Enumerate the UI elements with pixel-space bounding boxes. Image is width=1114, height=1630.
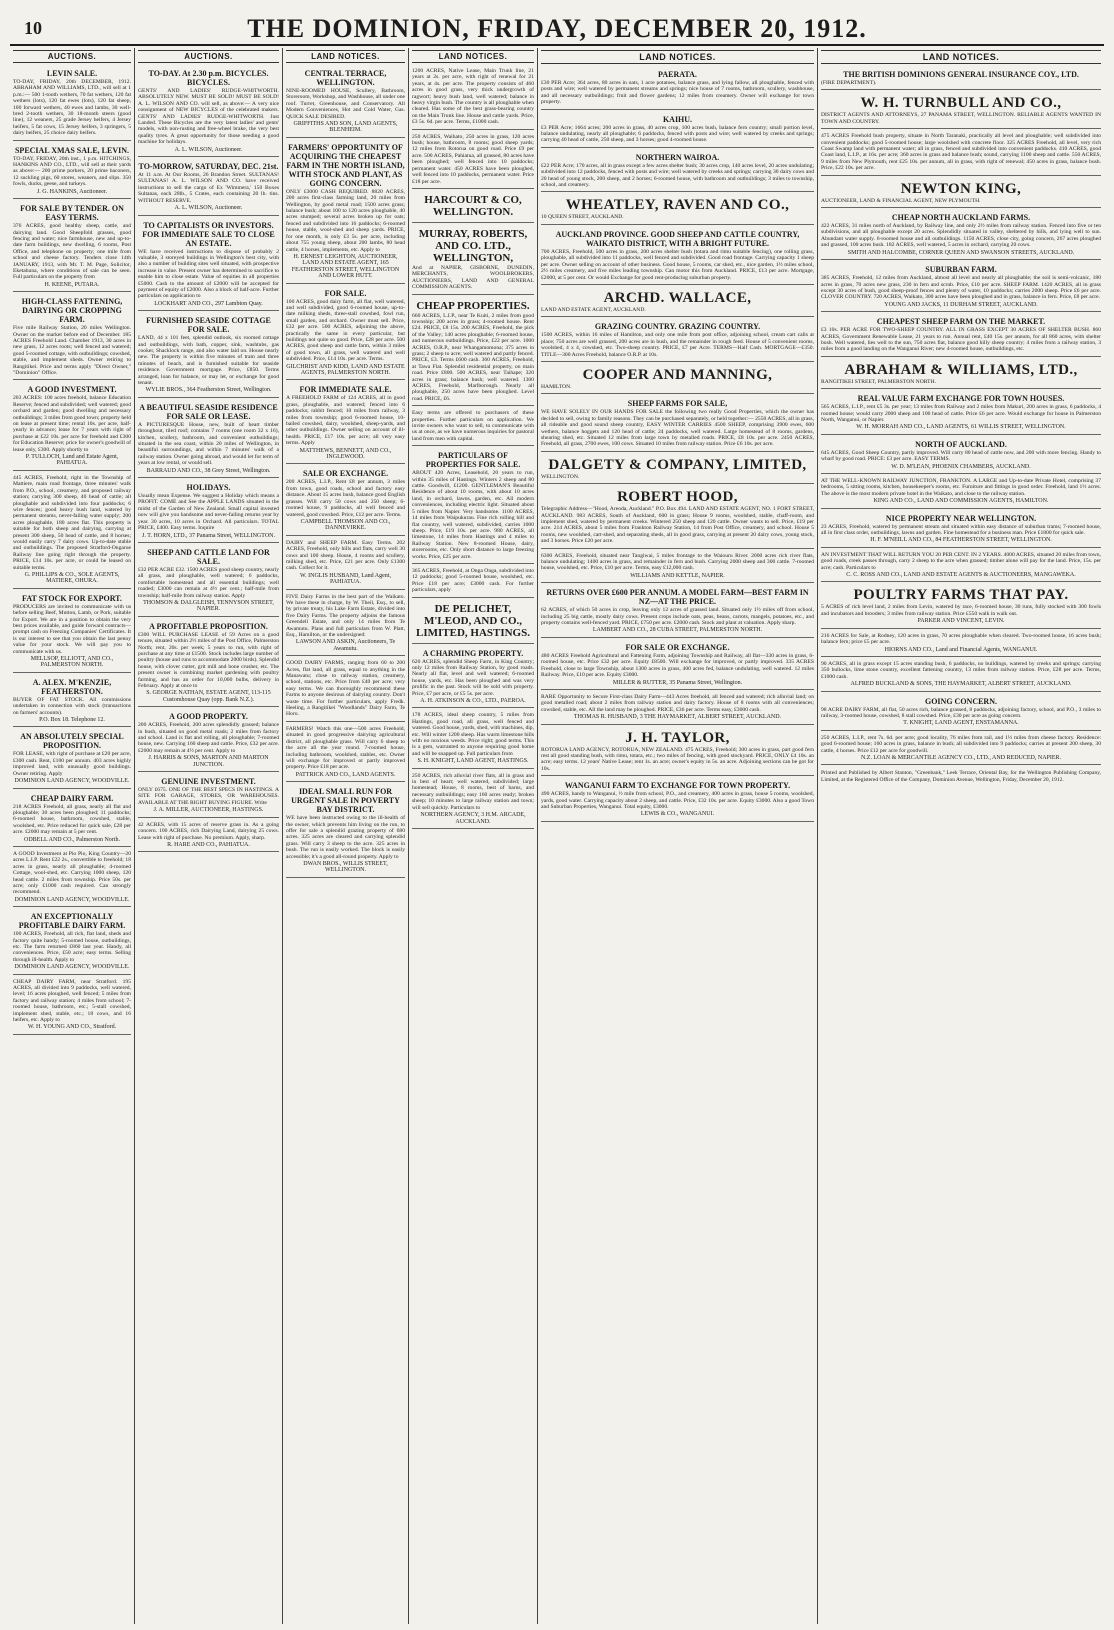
classified-ad [412, 448, 534, 564]
ad-body: RARE Opportunity to Secure First-class Dairy Farm—443 Acres freehold, all fenced and watered; rich alluvial land; on good metalled road; about 2 miles from railway station and dairy factory. House of 8 rooms with all conveniences; cowshed, stable, etc. All the land may be ploughed. PRICE, £36 per acre. Terms easy, £3000 cash. [541, 693, 814, 713]
classified-ad [286, 286, 405, 381]
ad-body: 200 ACRES, L.I.P., Rent £8 per annum, 3 miles from town, good roads, school and factory easy distance. About 15 acres bush, balance good English grasses. Will carry 50 cows and 250 sheep; 6-roomed house, 9 paddocks, all well fenced and watered, good cowshed. Price, £12 per acre. Terms. [286, 479, 405, 518]
ad-signature: J. G. HANKINS, Auctioneer. [36, 188, 108, 195]
ad-signature: S. H. KNIGHT, LAND AGENT, HASTINGS. [417, 758, 529, 765]
ad-body: WELLINGTON. [541, 473, 580, 480]
ad-heading: POULTRY FARMS THAT PAY. [853, 587, 1069, 604]
ad-body: WE HAVE SOLELY IN OUR HANDS FOR SALE the following two really Good Properties, which the owner has decided to sell, owing to family reasons. They can be purchased separately, or held together:— 2550 ACRES, all in grass, all rideable and good sound sheep country, EASY WINTER CARRIES 4500 SHEEP, comprising 3900 ewes, 600 wethers, balance hoggets and 120 head of cattle; 24 paddocks, well watered. Large homestead of 8 rooms, gardens, shearing shed, etc. Situated 12 miles from large town by metalled roads. PRICE, £8 10s. per acre. 2450 ACRES, Freehold, all grass, 2700 ewes, 100 cows. Situated 10 miles from railway station. Price £6 10s. per acre. [541, 409, 814, 448]
classified-ad [138, 400, 279, 478]
classified-ad [541, 454, 814, 484]
ad-heading: MURRAY, ROBERTS, AND CO. LTD., WELLINGTON, [418, 227, 528, 264]
ad-signature: C. C. ROSS AND CO., LAND AND ESTATE AGENTS & AUCTIONEERS, MANGAWEKA. [846, 572, 1076, 579]
ad-heading: GOING CONCERN. [924, 696, 997, 706]
ad-heading: IDEAL SMALL RUN FOR URGENT SALE IN POVERTY BAY DISTRICT. [291, 787, 400, 815]
classified-ad [821, 694, 1101, 731]
classified-ad [541, 585, 814, 638]
ad-heading: FOR SALE OR EXCHANGE. [625, 642, 730, 652]
classified-ad [541, 319, 814, 362]
ad-signature: A. H. ATKINSON & CO., LTD., PAEROA. [420, 698, 526, 704]
ad-body: LAND, 44 x 101 feet, splendid outlook, six roomed cottage and outbuildings, with bath, copper, sink, washtubs, gas cooker, Shacklock range, and also water laid on. House nearly new. The property is within five minutes of tram and three minutes of beach, and is furnished suitable for seaside residence. Government mortgage. Price, £850. Terms arranged, loan for balance, or may let, or exchange for good tenant. [138, 335, 279, 386]
ad-heading: AN ABSOLUTELY SPECIAL PROPOSITION. [20, 732, 124, 751]
classified-ad [541, 112, 814, 148]
classified-ad [541, 364, 814, 394]
ad-heading: A BEAUTIFUL SEASIDE RESIDENCE FOR SALE OR LEASE. [139, 402, 278, 421]
ad-body: DISTRICT AGENTS AND ATTORNEYS, 27 PANAMA STREET, WELLINGTON. RELIABLE AGENTS WANTED IN TOWN AND COUNTRY. [821, 112, 1101, 125]
classified-ad [138, 619, 279, 707]
ad-heading: NEWTON KING, [900, 180, 1022, 197]
ad-body: 6300 ACRES, Freehold, situated near Tangiwai, 5 miles frontage to the Waiouru River. 2000 acres rich river flats, balance undulating; 1400 acres in grass, and remainder in fern and bush. Carrying 2000 sheep and 300 cattle. 7-roomed house, woolshed, etc. Price, £10 per acre. Terms, easy £12,000 cash. [541, 552, 814, 572]
ad-body: 218 ACRES Freehold, all grass, nearly all flat and ploughable; 30 acres been ploughed; 11 paddocks; 6-roomed house, bathroom, cowshed, stable, woolshed, etc. Price reduced for quick sale, £28 per acre. £2000 may remain at 5 per cent. [13, 803, 131, 836]
ad-body: £22 PER Acre; 170 acres, all in grass except a few acres shelter bush; 30 acres crop, 140 acres level, 20 acres undulating; subdivided into 12 paddocks, fenced with posts and wire; well watered by creeks and springs; carrying 30 dairy cows and 20 head of young stock, 200 sheep, and 2 horses; 6-roomed house, with bathroom and outbuildings; 3 miles to township, school, and creamery. [541, 162, 814, 189]
ad-heading: HARCOURT & CO, WELLINGTON. [424, 193, 522, 218]
classified-ad [286, 658, 405, 722]
classified-ad [541, 227, 814, 285]
ad-signature: J. A. MILLER, AUCTIONEER, HASTINGS. [153, 807, 264, 814]
classified-ad [286, 784, 405, 878]
ad-heading: TO-MORROW, SATURDAY, DEC. 21st. [138, 162, 279, 172]
ad-heading: SPECIAL XMAS SALE, LEVIN. [14, 145, 130, 155]
column-auctions-1 [10, 48, 135, 1624]
classified-ad [541, 150, 814, 193]
ad-heading: NORTH OF AUCKLAND. [915, 439, 1007, 449]
ad-body: A GOOD Investment at Pio Pio, King Country—20 acres L.I.P. Rent £22 2s., convertible to freehold; 18 acres in grass, nearly all ploughable; 4-roomed Cottage, wool-shed, etc. Carrying 1000 sheep, 120 head cattle. 2 miles from township. Price 50s. per acre; only £1000 cash required. Can strongly recommend. [13, 850, 131, 896]
classified-ad [286, 382, 405, 464]
ad-body: AT THE WELL-KNOWN RAILWAY JUNCTION, FRANKTON. A LARGE and Up-to-date Private Hotel, comprising 37 bedrooms, 5 sitting rooms, kitchen, housekeeper's rooms, etc. Furniture and fittings in good order. Freehold, land 1½ acres. The above is the most modern private hotel in the Waikato, and close to the railway station. [821, 478, 1101, 497]
ad-body: AN INVESTMENT THAT WILL RETURN YOU 20 PER CENT. IN 2 YEARS. 4000 ACRES, situated 20 miles from town, good roads, creek passes through, carry 2 sheep to the acre when grassed; timber alone will pay for the land. Price, 15s. per acre; cash. Particulars to [821, 551, 1101, 571]
ad-signature: W. INGLIS HUSBAND, Land Agent, PAHIATUA. [300, 572, 391, 586]
ad-body: AUCTIONEER, LAND & FINANCIAL AGENT, NEW PLYMOUTH. [821, 197, 981, 204]
ad-body: WE have received instructions to dispose of probably 2 valuable, 3 storeyed buildings in Wellington's best city, with also a number of building sites well situated, with prospective increase in value. Present owner has determined to sacrifice to enable him to close estate. Value of equities in all properties £5000. Cash to the amount of £2000 will be accepted for payment of equity of £2000. Also a block of half-acre. Further particulars on application to [138, 248, 279, 300]
ad-signature: MATTHEWS, BENNETT, AND CO., INGLEWOOD. [299, 447, 392, 461]
ad-body: £30 PER Acre; 364 acres, 80 acres in oats, 1 acre potatoes, balance grass, and lying fallow, all ploughable, fenced with posts and wire; well watered by permanent streams and springs; nice house of 7 rooms, bathroom, scullery, washhouse, and all necessary outbuildings; fruit and flower gardens; 12 miles from creamery. Owner will exchange for town property. [541, 80, 814, 106]
ad-heading: WANGANUI FARM TO EXCHANGE FOR TOWN PROPERTY. [564, 781, 791, 791]
ad-signature: WYLIE BROS., 364 Featherston Street, Wellington. [145, 387, 272, 394]
ad-body: At 11 a.m. At Our Rooms, 26 Brandon Street. SULTANAS! SULTANAS! A. L. WILSON AND CO. have received instructions to sell the cargo of Ex 'Wimmera,' 150 Boxes Sultanas, each 28lb., 5 Crates, each containing 20 lb. tins. WITHOUT RESERVE. [138, 172, 279, 204]
ad-signature: LAWSON AND ASKIN, Auctioneers, Te Awamutu. [295, 639, 396, 652]
ad-heading: FOR SALE. [324, 288, 367, 298]
classified-ad [541, 194, 814, 224]
ad-body: (FIRE DEPARTMENT). [821, 80, 877, 86]
classified-ad [13, 382, 131, 470]
classified-ad [821, 733, 1101, 766]
classified-ad [821, 550, 1101, 583]
ad-heading: FURNISHED SEASIDE COTTAGE FOR SALE. [146, 316, 271, 335]
classified-ad [13, 849, 131, 907]
classified-ad [821, 314, 1101, 357]
classified-ad [138, 709, 279, 772]
ad-body: 42 ACRES, with 15 acres of reserve grass in. As a going concern. 100 ACRES, rich Dairying Land, dairying 25 cows. Lease with right of purchase. No premium. Apply, sharp. [138, 821, 279, 841]
ad-heading: THE BRITISH DOMINIONS GENERAL INSURANCE COY., LTD. [843, 70, 1079, 79]
ad-body: 376 ACRES, good healthy sheep, cattle, and dairying land. Good Sheepfold grasses, good fencing and water; nice farmhouse, new and up-to-date farm buildings, new dwelling, 6 rooms, Post Office, and telephone on property; one mile from school and cheese factory. Tenders close 14th JANUARY, 1913, with Mr. T. M. Page, Solicitor, Eketahuna, where conditions of sale can be seen. Full particulars on the property from [13, 223, 131, 281]
classified-ad [412, 646, 534, 709]
classified-ad [13, 909, 131, 974]
ad-heading: SHEEP AND CATTLE LAND FOR SALE. [147, 547, 270, 566]
masthead [10, 14, 1104, 46]
classified-ad [13, 675, 131, 728]
ad-body: CHEAP DAIRY FARM, near Stratford. 195 ACRES, all divided into 9 paddocks, well watered, level; 16 acres ploughed, well fenced; 5 miles from factory and railway station; 4 miles from school; 7-roomed house, bathroom, etc.; 5-stall cowshed, implement shed, stable, etc.; 18 cows, and 16 heifers, etc. Apply to [13, 978, 131, 1024]
ad-heading: HIGH-CLASS FATTENING, DAIRYING OR CROPPING FARM. [21, 297, 123, 325]
ad-body: 645 ACRES, Good Sheep Country, partly improved. Will carry 80 head of cattle now, and 200 with more fencing. Handy to wharf by good road. PRICE: £3 per acre. EASY TERMS. [821, 449, 1101, 463]
ad-heading: LEVIN SALE. [46, 69, 98, 78]
ad-heading: RETURNS OVER £600 PER ANNUM. A MODEL FARM—BEST FARM IN NZ—AT THE PRICE. [546, 588, 809, 607]
printer-imprint: Printed and Published by Albert Stanton, "Greenbank," Leek Terrace, Oriental Bay, for the Wellington Publishing Company, Limited, at the Registered Office of the Company, Dominion Avenue, Wellington, Friday, December 20, 1912. [821, 770, 1101, 783]
ad-signature: CAMPBELL THOMSON AND CO., DANNEVIRKE. [300, 518, 391, 532]
classified-ad [412, 132, 534, 189]
ad-signature: ODBELL AND CO., Palmerston North. [24, 836, 120, 843]
ad-signature: DWAN BROS., WILLIS STREET, WELLINGTON. [303, 860, 388, 874]
ad-body: 250 ACRES, rich alluvial river flats, all in grass and in best of heart; well watered, subdivided; large homestead; House, 8 rooms, best of barns, and necessary outbuildings; easy 160 acres ready; broken sheep; 10 minutes to large railway station and town; will sell quickly. Particulars to [412, 772, 534, 811]
ad-body: TO-DAY, FRIDAY, 20th inst., 1 p.m. HITCHINGS, HANKINS AND CO., LTD., will sell at their yards as above:— 200 prime porkers, 20 prime baconers, 12 suckling pigs, 60 stores, weaners, and slips. 350 fowls, ducks, geese, and turkeys. [13, 155, 131, 188]
ad-heading: DALGETY & COMPANY, LIMITED, [548, 456, 807, 473]
ad-signature: W. H. YOUNG AND CO., Stratford. [27, 1024, 117, 1031]
ad-body: 565 ACRES, L.I.P., rent £5 3s. per year; 13 miles from Railway and 2 miles from Makuri, 200 acres in grass, 6 paddocks, 4 roomed house; would carry 2000 sheep and 100 head of cattle. Price £6 per acre. Would exchange for house in Palmerston North, Wanganui, or Napier. [821, 404, 1101, 423]
ad-signature: H. KEENE, PUTARA. [44, 281, 100, 288]
ad-body: DAIRY and SHEEP FARM. Easy Terms. 202 ACRES, Freehold, only hills and flats, carry well 30 cows and 100 sheep. House, 4 rooms and scullery, milking shed, etc. Price, £21 per acre. Only £1300 cash. Collect for it. [286, 539, 405, 572]
classified-ad [13, 294, 131, 380]
ad-heading: TO-DAY. At 2.30 p.m. BICYCLES. BICYCLES. [148, 69, 269, 87]
classified-ad [541, 396, 814, 451]
ad-signature: HIORNS AND CO., Land and Financial Agents, WANGANUI. [884, 646, 1038, 653]
ad-heading: A CHARMING PROPERTY. [422, 648, 524, 658]
ad-body: £3 PER Acre; 1664 acres; 200 acres in grass, 40 acres crop, 100 acres bush, balance fern country; small portion level, balance undulating, nearly all ploughable; 6 paddocks, fenced with posts and wire; well watered by creeks and springs; carrying 40 head of cattle, 250 sheep, and 3 horses; good 4-roomed house. [541, 124, 814, 144]
ad-signature: YOUNG AND JACKS, 11 DURHAM STREET, AUCKLAND. [884, 301, 1038, 308]
ad-heading: ARCHD. WALLACE, [603, 289, 752, 306]
ad-heading: A GOOD INVESTMENT. [27, 385, 117, 395]
section-heading: LAND NOTICES. [541, 50, 814, 64]
classified-ad [138, 480, 279, 543]
page-number: 10 [24, 18, 42, 38]
ad-body: FARMERS! Watch this one—500 acres Freehold, situated in good progressive dairying agricultural district, all ploughable grass. Will carry 6 sheep to the acre all the year round. 7-roomed house, including bathroom, woolshed, stables, etc. Owner will exchange for improved or partly improved property. Price £18 per acre. [286, 725, 405, 771]
ad-body: 5 ACRES of rich level land, 2 miles from Levin, watered by race, 6-roomed house, 30 runs, fully stocked with 300 fowls and incubators and brooders; 3 miles from railway station. Price £550 walk in walk out. [821, 604, 1101, 617]
ad-body: Telegraphic Address—"Hood, Areoda, Auckland." P.O. Box 494. LAND AND ESTATE AGENT, NO. 1 FORT STREET, AUCKLAND. 983 ACRES, South of Auckland, 600 in grass; House 9 rooms, woolshed, stable, chaff-room, and implement shed, watered by permanent creeks. Wintered 250 sheep and 120 cattle. Owner wants to sell. Price, £19 per acre. 214 ACRES, about 5 miles from Frankton Railway Station, 14 from Post Office, creamery, and school. House 5 rooms, new woolshed, cart-shed, and separating sheds, all in good grass, carrying at present 20 dairy cows, young stock, and 3 horses. Price £20 per acre. [541, 506, 814, 545]
ad-heading: CHEAP NORTH AUCKLAND FARMS. [891, 213, 1031, 223]
classified-ad [821, 131, 1101, 175]
classified-ad [412, 297, 534, 407]
classified-ad [412, 66, 534, 130]
ad-signature: LAMBERT AND CO., 28 CUBA STREET, PALMERSTON NORTH. [592, 627, 763, 634]
ad-signature: SMITH AND HALCOMBE, CORNER QUEEN AND SWANSON STREETS, AUCKLAND. [847, 249, 1075, 256]
ad-heading: AN EXCEPTIONALLY PROFITABLE DAIRY FARM. [18, 912, 126, 931]
ad-body: ROTORUA LAND AGENCY, ROTORUA, NEW ZEALAND. 475 ACRES, Freehold; 300 acres in grass, part good fern rest all good standing bush, with rimu, totara, etc.; two miles of fencing, with good stockyard. PRICE, ONLY £4 10s. an acre; easy terms. 12 years' Native Lease; rent 1s. an acre; owner's equity in 5s. an acre. Adjoining sections can be got for 10s. [541, 746, 814, 772]
ad-signature: NORTHERN AGENCY, 3 H.M. ARCADE, AUCKLAND. [420, 812, 526, 825]
ad-signature: MILLER & RUTTER, 35 Panama Street, Wellington. [612, 679, 743, 686]
classified-ad [541, 778, 814, 822]
ad-body: NINE-ROOMED HOUSE, Scullery, Bathroom, Storeroom, Workshop, and Washhouse, all under one roof. Turret, Greenhouse, and Conservatory. All Modern Conveniences, Hot and Cold Water, Gas. QUICK SALE DESIRED. [286, 88, 405, 120]
section-heading: LAND NOTICES. [286, 50, 405, 63]
ad-body: 422 ACRES, 31 miles north of Auckland, by Railway line, and only 2½ miles from railway station. Fenced into five or ten subdivisions, and all ploughable except 20 acres. Splendidly situated in valley, sheltered by hills, and lying well to sun. Abundant water supply. 6-roomed house and all outbuildings. 1150 ACRES, close city, going concern, 267 acres ploughed and grassed, 100 acres bush. 182 ACRES, well watered, 5 acres in orchard, carrying 20 cows. [821, 223, 1101, 249]
classified-ad [138, 774, 279, 818]
ad-body: 200 ACRES, Freehold, 200 acres splendidly grassed; balance in bush, situated on good metal roads; 2 miles from factory and school. Land is flat and rolling, all ploughable; 7-roomed house, new. Carrying 160 sheep and cattle. Price, £32 per acre. £2000 may remain at 4½ per cent. Apply to [138, 722, 279, 754]
classified-ad [541, 287, 814, 317]
classified-ad [138, 66, 279, 157]
ad-body: 90 ACRES, all in grass except 15 acres standing bush, 6 paddocks, no buildings, watered by creeks and springs; carrying 350 bullocks, lime stone country, excellent fattening country, 13 miles from railway station. Price, £28 per acre. Terms, £1000 cash. [821, 660, 1101, 680]
ad-heading: SALE OR EXCHANGE. [302, 469, 389, 479]
classified-ad [13, 201, 131, 292]
ad-heading: J. H. TAYLOR, [625, 729, 730, 746]
ad-body: 490 ACRES, handy to Wanganui, ½ mile from school, P.O., and creamery, 400 acres in grass, house 5 rooms, woolshed, yards, good water. Carrying capacity about 2 sheep, and cattle. Price, £32 10s. per acre. Equity £3000. Also a good Town and Suburban Properties, Wanganui. Total equity, £3000. [541, 791, 814, 810]
ad-body: £300 WILL PURCHASE LEASE of 59 Acres on a good tenure, situated within 2½ miles of the Post Office, Palmerston North; rent, 20s. per week; 5 years to run, with right of purchase at any time at £1500. Stock includes large number of poultry (house and runs to accommodate 2000 birds). Splendid house, with clover cutter, grit mill and bone crusher, etc. The present owner is combining market gardening with poultry farming, and has an order for 10,000 bulbs, delivery in February. Apply at once to [138, 631, 279, 689]
ad-body: 385 ACRES, Freehold, 12 miles from Auckland, almost all level and nearly all ploughable; the soil is semi-volcanic, 180 acres in grass, 70 acres new grass, 230 in fern and scrub. Price, £10 per acre. SHEEP FARM. 1420 ACRES, all in grass except 30 acres of bush, good sheep-proof fences and plenty of water, 10 paddocks; carries 2000 sheep. Price £6 per acre. CLOVER COUNTRY. 720 ACRES, Waikato, 300 acres have been ploughed and in grass, balance in fern. Price, £8 per acre. [821, 275, 1101, 301]
classified-ad [412, 225, 534, 295]
ad-body: 1200 ACRES, Native Lease, Main Trunk line, 21 years at 2s. per acre, with right of renewal for 21 years, at 4s. per acre. The property consists of 460 acres in good grass, very thick undergrowth of ragwort; heavy bush land, well watered; balance in heavy virgin bush. The country is all ploughable when cleared. Has some of the best grass-bearing country on the Main Trunk line. House and cattle yards. Price, £3 5s. 6d. per acre. Terms, £1000 cash. [412, 68, 534, 126]
ad-signature: LOCKHART AND CO., 297 Lambton Quay. [154, 300, 263, 307]
ad-signature: P.O. Box 18. Telephone 12. [39, 717, 105, 724]
ad-body: FOR LEASE, with right of purchase at £20 per acre, £300 cash. Rent, £100 per annum. 403 acres highly improved land, with unusually good buildings. Owner retiring. Apply [13, 751, 131, 777]
classified-ad [821, 92, 1101, 129]
classified-ad [138, 545, 279, 617]
ad-body: PRODUCERS are invited to communicate with us before selling Beef, Mutton, Lamb, or Pork, suitable for Export. We are in a position to obtain the very best prices available, and guide forward contracts—prompt cash on Freezing Companies' Certificates. It is our interest to see that you obtain the last penny value for your stock. We will pay you to communicate with us. [13, 603, 131, 655]
classified-ad [412, 566, 534, 598]
classified-ad [412, 191, 534, 223]
ad-heading: CHEAP PROPERTIES. [416, 299, 530, 312]
ad-signature: DOMINION LAND AGENCY, WOODVILLE. [14, 896, 130, 903]
section-heading: LAND NOTICES. [412, 50, 534, 63]
ad-signature: PARKER AND VINCENT, LEVIN. [917, 618, 1005, 625]
ad-body: FIVE Dairy Farms in the best part of the Waikato. We have these in charge, by W. Theil, Esq., to sell, by private treaty, his Lake Farm Estate, divided into five Dairy Farms. The property adjoins the famous Greendell Estate, and only 14 miles from Te Awamutu. Plans and full particulars from W. Platt, Esq., Hamilton, or the undersigned: [286, 593, 405, 638]
ad-signature: G. PHILLIPS & CO., SOLE AGENTS, MATIERE, OHURA. [24, 571, 120, 585]
classified-ad [138, 218, 279, 312]
classified-ad [13, 591, 131, 673]
ad-body: 216 ACRES for Sale, at Rodney, 120 acres in grass, 70 acres ploughable when cleared. Two-roomed house, 16 acres bush; balance fern; price £5 per acre. [821, 632, 1101, 646]
ad-signature: BARRAUD AND CO., 38 Grey Street, Wellington. [146, 467, 271, 474]
ad-heading: PAERATA. [658, 70, 697, 79]
ad-signature: H. ERNEST LEIGHTON, AUCTIONEER, LAND AND ESTATE AGENT, 165 FEATHERSTON STREET, WELLINGTON AND LOWER HUTT. [291, 253, 400, 280]
classified-ad [13, 977, 131, 1035]
ad-body: 660 ACRES, L.I.P., near Te Kuiti, 2 miles from good township; 200 acres in grass; 4-roomed house. Rent £24. PRICE, £8 15s. 200 ACRES, Freehold, the pick of the Valley; 140 acres ploughable; 6-roomed house, and numerous outbuildings. Price, £22 per acre. 1000 ACRES, O.R.P., near Whangamomona; 375 acres in grass; 2 sheep to acre; well watered and partly fenced. PRICE, £3. Terms £600 cash. 360 ACRES, Freehold, at Tawa Flat. Splendid residential property, on main road. Price £800. 500 ACRES, near Taihape; 320 acres in grass; balance bush; well watered. 1300 ACRES, Freehold, Marlborough. Nearly all ploughable, 250 acres have been ploughed. Level road. PRICE, £6. [412, 312, 534, 402]
ad-heading: ABRAHAM & WILLIAMS, LTD., [844, 361, 1078, 378]
classified-ad [13, 143, 131, 199]
ad-body: WE have been instructed owing to the ill-health of the owner, which prevents him living on the run, to offer for sale a splendid grazing property of 680 acres. 325 acres are cleared and carrying splendid grass. Will carry 3 sheep to the acre. 325 acres in bush. The run is easily worked. The block is easily accessible; it's a good all-round property. Apply to [286, 815, 405, 860]
ad-body: 100 ACRES, Freehold, all rich, flat land, sheds and factory quite handy; 5-roomed house, outbuildings, etc. The farm returned £860 last year. Handy, all conveniences. Price, £50 acre; easy terms. Selling through ill-health. Apply to [13, 931, 131, 963]
ad-signature: H. F. M'NEILL AND CO., 84 FEATHERSTON STREET, WELLINGTON. [870, 537, 1052, 544]
ad-heading: CENTRAL TERRACE, WELLINGTON. [304, 69, 387, 87]
classified-ad [821, 262, 1101, 312]
classified-ad [821, 476, 1101, 509]
ad-body: GENTS' AND LADIES' RUDGE-WHITWORTH. ABSOLUTELY NEW. MUST BE SOLD! MUST BE SOLD! A. L. WILSON AND CO. will sell, as above:— A very nice consignment of NEW BICYCLES of the celebrated makers. GENTS' AND LADIES' RUDGE-WHITWORTH. Just Landed. These Bicycles are the very latest ladies' and gents' models, with non-rusting and free-wheel brake, the very best quality tyres. A great opportunity for those needing a good machine for holidays. [138, 88, 279, 146]
ad-signature: KING AND CO., LAND AND COMMISSION AGENTS, HAMILTON. [873, 498, 1049, 505]
ad-signature: THOMAS R. HUSBAND, 3 THE HAYMARKET, ALBERT STREET, AUCKLAND. [573, 714, 782, 721]
ad-body: 480 ACRES Freehold Agricultural and Fattening Farm, adjoining Township and Railway, all flat—330 acres in grass, 6-roomed house, etc. Price £32 per acre. Equity £8500. Will exchange for improved, or partly improved. 335 ACRES Freehold, close to large Township, about 1300 acres in grass, 400 acres fed, balance undulating, well watered. 12 miles Railway. Price, £10 per acre. Equity £3000. [541, 652, 814, 679]
ad-signature: PATTRICK AND CO., LAND AGENTS. [295, 771, 396, 778]
ad-body: 365 ACRES, Freehold, at Onga Onga, subdivided into 12 paddocks; good 5-roomed house, woolshed, etc. Price £18 per acre; £3000 cash. For further particulars, apply [412, 567, 534, 594]
ad-body: ONLY £3000 CASH REQUIRED. 8820 ACRES, 200 acres first-class farming land, 20 miles from Wellington, by good metal road; 1500 acres grass; balance bush; about 100 to 120 acres ploughable, 40 acres stumped; several acres broken up for oats; fenced and subdivided into 16 paddocks; 6-roomed house, stable, wool-shed and sheep yards. PRICE, for one month, is only £3 5s. per acre, including about 755 young sheep, about 200 lambs, 80 head cattle, 4 horses, implements, etc. Apply to [286, 188, 405, 253]
ad-heading: GRAZING COUNTRY. GRAZING COUNTRY. [594, 322, 761, 332]
ad-signature: DOMINION LAND AGENCY, WOODVILLE. [14, 778, 130, 785]
ad-signature: GRIFFITHS AND SON, LAND AGENTS, BLENHEIM. [293, 121, 398, 134]
ad-signature: A. L. WILSON, Auctioneer. [174, 146, 243, 153]
ad-heading: FARMERS' OPPORTUNITY OF ACQUIRING THE CHEAPEST FARM IN THE NORTH ISLAND, WITH STOCK AND PLANT, AS GOING CONCERN. [286, 142, 405, 188]
ad-signature: DOMINION LAND AGENCY, WOODVILLE. [14, 964, 130, 971]
ad-body: 23 ACRES, Freehold, watered by permanent stream and situated within easy distance of suburban trams; 7-roomed house, all in first class order, outbuildings, lawns and garden. Fine homestead for a business man. Price £1800 for quick sale. [821, 523, 1101, 537]
ad-signature: R. HARE AND CO., PAHIATUA. [167, 841, 250, 848]
classified-ad [541, 640, 814, 690]
ad-heading: NICE PROPERTY NEAR WELLINGTON. [885, 513, 1037, 523]
ad-signature: MELLSOP, ELLIOTT, AND CO., PALMERSTON NORTH. [30, 656, 114, 669]
classified-ad [138, 159, 279, 215]
ad-signature: THOMSON & DALGLEISH, TENNYSON STREET, NAPIER. [143, 599, 274, 613]
ad-body: £3 10s. PER ACRE FOR TWO-SHEEP COUNTRY. ALL IN GRASS EXCEPT 30 ACRES OF SHELTER BUSH. 860 ACRES, Government Renewable Lease, 21 years to run. Annual rent, £40 15s. per annum, for all 860 acres, with shelter bush. Well watered, lies well to the sun, 750 acres flat, balance good hilly sheep country; 4 miles from a railway station, 3 miles from a good landing on the Wanganui River; new 4-roomed house, outbuildings, etc. [821, 327, 1101, 353]
classified-ad [821, 584, 1101, 628]
ad-signature: W. H. MORRAH AND CO., LAND AGENTS, 61 WILLIS STREET, WELLINGTON. [856, 424, 1066, 431]
ad-heading: KAIHU. [662, 114, 693, 124]
ad-body: BUYER OF FAT STOCK. All commissions undertaken in connection with stock (transactions on farmers' accounts). [13, 696, 131, 716]
ad-heading: ROBERT HOOD, [617, 489, 738, 506]
ad-body: 98 ACRE DAIRY FARM, all flat, 50 acres rich, balance grassed, 8 paddocks, adjoining factory, school, and P.O., 3 miles to railway, 3-roomed house, cowshed, 8 stall cowshed. Price, £30 per acre as going concern. [821, 706, 1101, 719]
ad-heading: NORTHERN WAIROA. [635, 152, 720, 162]
classified-ad [821, 391, 1101, 435]
ad-body: 100 ACRES, good dairy farm, all flat, well watered, and well subdivided, good 6-roomed house, up-to-date milking sheds, three-stall cowshed, fowl run, small garden, and orchard. Owner must sell. Price, £32 per acre. 500 ACRES, adjoining the above, practically the same in every particular, but buildings not quite so good. Price, £28 per acre. 500 ACRES, good sheep and cattle farm, within 3 miles of good town, all grass, well watered and well subdivided. Price, £14 10s. per acre. Terms. [286, 298, 405, 363]
ad-signature: W. D. M'LEAN, PHOENIX CHAMBERS, AUCKLAND. [891, 463, 1031, 470]
section-heading: AUCTIONS. [13, 50, 131, 63]
classified-ad [13, 66, 131, 141]
ad-heading: FAT STOCK FOR EXPORT. [22, 593, 122, 603]
column-land-notices-3 [538, 48, 818, 1624]
classified-ad [541, 692, 814, 725]
ad-signature: N.Z. LOAN & MERCANTILE AGENCY CO., LTD., AND REDUCED, NAPIER. [860, 754, 1062, 761]
classified-ad [412, 710, 534, 768]
column-land-notices-1 [283, 48, 409, 1624]
ad-body: Easy terms are offered to purchasers of these properties. Further particulars on application. We invite owners who want to sell, to communicate with us at once, as we have numerous inquiries for pastoral land from men with capital. [412, 410, 534, 442]
ad-heading: HOLIDAYS. [186, 483, 231, 493]
column-grid [10, 48, 1104, 1624]
ad-body: 620 ACRES, splendid Sheep Farm, in King Country; only 12 miles from Railway Station, by good roads. Nearly all flat, level and well watered; 6-roomed house, yards, etc. Has been ploughed and was very prolific in the past. Stock will be sold with property. Price, £7 per acre, or £5 5s. per acre. [412, 658, 534, 697]
ad-body: 250 ACRES, L.I.P., rent 7s. 6d. per acre; good locality, 76 miles from rail, and 1½ miles from cheese factory. Residence: good 6-roomed house; 160 acres in grass, balance in bush; all subdivided into 9 paddocks; carries at present 200 sheep, 30 cattle, 4 horses. Price £12 per acre for goodwill. [821, 734, 1101, 754]
ad-signature: J. T. HORN, LTD., 37 Panama Street, WELLINGTON. [142, 532, 275, 539]
classified-ad [286, 466, 405, 535]
ad-heading: SUBURBAN FARM. [925, 265, 997, 275]
classified-ad [821, 511, 1101, 548]
ad-heading: REAL VALUE FARM EXCHANGE FOR TOWN HOUSES. [857, 394, 1065, 404]
ad-heading: FOR SALE BY TENDER. ON EASY TERMS. [20, 204, 124, 223]
classified-ad [286, 140, 405, 284]
classified-ad [412, 600, 534, 644]
section-heading: LAND NOTICES. [821, 50, 1101, 64]
ad-body: A FREEHOLD FARM of 124 ACRES, all in good grass, ploughable, and watered; fenced into 6 paddocks; rabbit fenced; 10 miles from railway, 3 miles from township; good 6-roomed house, 10-bailed cowshed, dairy, woolshed, sheep-yards, and other outbuildings. Owner selling on account of ill-health. PRICE, £17 10s. per acre; all very easy terms. Apply [286, 395, 405, 447]
classified-ad [412, 408, 534, 446]
ad-body: ONLY £675. ONE OF THE BEST SPECS IN HASTINGS. A SITE FOR GARAGE, STORES, OR WAREHOUSES. AVAILABLE AT THE RIGHT BUYING FIGURE. Write [138, 787, 279, 806]
ad-body: 445 ACRES, Freehold, right in the Township of Mattiere, main road frontage, three minutes' walk from P.O., school, creamery, and proposed railway station; carrying 300 sheep, 40 head of cattle; all ploughable and subdivided into four paddocks; 6 wire fences; good heavy bush land, watered by permanent streams, never-failing water supply; 200 acres ploughable, 180 acres flat. This property is suitable for both sheep and dairying, carrying at present 300 sheep, 50 head of cattle, and 8 horses; would easily carry 7 dairy cows. Up-to-date stable and outbuildings. The proposed Stratford-Ongarue Railway line going right through the property. PRICE, £14 10s. per acre, or could be leased on suitable terms. [13, 474, 131, 571]
classified-ad [286, 724, 405, 782]
ad-signature: GILCHRIST AND KIDD, LAND AND ESTATE AGENTS, PALMERSTON NORTH. [286, 363, 405, 376]
ad-body: 203 ACRES: 100 acres freehold, balance Education Reserve; fenced and subdivided; well watered; good orchard and garden; good dwelling and necessary outbuildings; 3 miles from good town; property held on lease at present time; rental 10s. per acre, half-yearly in advance; lease for 7 years with right of purchase at £22 10s. per acre for freehold and £300 for Education Reserve; price for owner's goodwill of lease only, £300. Apply shortly to [13, 395, 131, 453]
classified-ad [541, 551, 814, 584]
ad-heading: PARTICULARS OF PROPERTIES FOR SALE. [425, 451, 521, 470]
ad-body: 475 ACRES Freehold bush property, situate in North Taranaki, practically all level and ploughable; well subdivided into convenient paddocks; good 5-roomed house; large woolshed with concrete floor. 325 ACRES Freehold, all level, very rich Coast Swamp land with permanent water; all in grass, fenced and subdivided into convenient paddocks. 410 ACRES, good Coast land, L.I.P., at 16s. per acre; 360 acres in grass and balance bush; sound, carrying 1100 sheep and cattle. 550 ACRES, 9 miles from New Plymouth, rent £25 10s. per annum, all in grass, with right of renewal; 450 acres in grass, balance bush. Price, £22 10s. per acre. [821, 133, 1101, 172]
ad-body: LAND AND ESTATE AGENT, AUCKLAND. [541, 306, 646, 313]
column-auctions-2 [135, 48, 283, 1624]
ad-signature: S. GEORGE NATHAN, ESTATE AGENT, 113-115 Customhouse Quay (opp. Bank N.Z.). [146, 690, 271, 703]
ad-heading: TO CAPITALISTS OR INVESTORS. FOR IMMEDIATE SALE TO CLOSE AN ESTATE. [142, 220, 275, 248]
classified-ad [541, 486, 814, 548]
ad-signature: ALFRED BUCKLAND & SONS, THE HAYMARKET, ALBERT STREET, AUCKLAND. [850, 681, 1072, 688]
classified-ad [13, 473, 131, 589]
section-heading: AUCTIONS. [138, 50, 279, 63]
ad-body: ABOUT 420 Acres, Leasehold, 20 years to run, within 35 miles of Hastings. Winters 2 sheep and 80 cattle. Goodwill, £1200. GENTLEMAN'S Beautiful Residence of about 10 rooms, with about 10 acres land, in orchard, lawns, garden, etc. All modern conveniences, including electric light. Situated about 5 miles from Napier. Very handsome. 1100 ACRES, 14 miles from Waipukurau. Fine rich rolling hill and flat country, well watered, subdivided, carries 1000 sheep. Price, £19 10s. per acre. 980 ACRES, all limestone, 14 miles from Hastings and 4 miles to Railway Station. New 8-roomed House, dairy, storerooms, etc. Only short distance to large freezing works. Price, £25 per acre. [412, 470, 534, 560]
ad-body: HAMILTON. [541, 383, 572, 390]
ad-heading: CHEAP DAIRY FARM. [30, 793, 114, 803]
classified-ad [821, 631, 1101, 657]
ad-body: RANGITIKEI STREET, PALMERSTON NORTH. [821, 378, 937, 385]
ad-heading: A. ALEX. M'KENZIE, FEATHERSTON. [32, 677, 112, 696]
classified-ad [541, 67, 814, 110]
ad-heading: A PROFITABLE PROPOSITION. [149, 621, 268, 631]
newspaper-title: THE DOMINION, FRIDAY, DECEMBER 20, 1912. [247, 14, 867, 43]
ad-heading: FOR IMMEDIATE SALE. [299, 385, 392, 395]
ad-body: And at NAPIER, GISBORNE, DUNEDIN, MERCHANTS, WOOLBROKERS, AUCTIONEERS, LAND AND GENERAL COMMISSION AGENTS. [412, 264, 534, 291]
ad-heading: DE PELICHET, M'LEOD, AND CO., LIMITED, HASTINGS. [415, 602, 530, 639]
classified-ad [138, 313, 279, 398]
ad-body: 1500 ACRES, within 16 miles of Hamilton, and only one mile from post office, adjoining school, cream cart calls at place; 750 acres are well grassed, 200 acres are in bush, and the remainder in rough feed. House of 5 convenient rooms, woolshed, 4 x 4, cowshed, etc. Two-sheep country. PRICE, £7 per Acre. TERMS—Half Cash. MORTGAGE—£350. TITLE—300 Acres Freehold, balance O.R.P. at 10s. [541, 332, 814, 358]
classified-ad [821, 359, 1101, 389]
ad-heading: WHEATLEY, RAVEN AND CO., [565, 197, 790, 214]
ad-signature: T. KNIGHT, LAND AGENT, ENSTAMANNA. [903, 720, 1019, 727]
classified-ad [13, 729, 131, 788]
ad-signature: A. L. WILSON, Auctioneer. [174, 205, 243, 212]
ad-body: £32 PER ACRE £32. 1500 ACRES good sheep country, nearly all grass, and ploughable, well watered; 6 paddocks, comfortable homestead and all essential buildings; well roaded; £3000 can remain at 4½ per cent.; half-mile from township; half-mile from railway station. Apply [138, 566, 279, 599]
ad-heading: W. H. TURNBULL AND CO., [860, 95, 1062, 112]
ad-heading: AUCKLAND PROVINCE. GOOD SHEEP AND CATTLE COUNTRY, WAIKATO DISTRICT, WITH A BRIGHT FUTURE. [555, 229, 800, 248]
ad-body: 62 ACRES, of which 50 acres in crop, leaving only 12 acres of grassed land. Situated only 1½ miles off from school, including 25 big cattle, mostly dairy cows. Present crops include oats, peas, beans, carrots, mangels, potatoes, etc., and property contains well-fenced yard. PRICE, £750 per acre. £2000 cash. Stock and plant at valuation. Apply sharp. [541, 607, 814, 627]
ad-body: Usually mean Expense. We suggest a Holiday which means a PROFIT. COME and See the APPLE LANDS situated in the midst of the Garden of New Zealand. Small capital invested now will give you handsome and never-failing returns year by year. 30 acres, 10 acres in Orchard. All particulars. TOTAL PRICE, £400. Easy terms. Inquire [138, 493, 279, 532]
ad-body: TO-DAY, FRIDAY, 20th DECEMBER, 1912. ABRAHAM AND WILLIAMS, LTD., will sell at 1 p.m.:— 500 1-tooth wethers, 70 fat wethers, 120 fat wethers (lots), 120 fat ewes (lots), 120 fat sheep, 100 forward wethers, 40 ewes and lambs, 30 well-bred 2-tooth wethers, 30 18-month steers (good line), 12 weaners, 25 grade Jersey heifers, 4 Jersey heifers, 5 fat cows, 15 Jersey heifers, 3 springers, 5 dairy heifers, 25 choice dairy heifers. [13, 79, 131, 137]
classified-ad [821, 659, 1101, 692]
classified-ad [13, 791, 131, 847]
classified-ad [286, 538, 405, 590]
classified-ad [821, 437, 1101, 474]
ad-signature: J. HARRIS & SONS, MARTON AND MARTON JUNCTION. [148, 755, 269, 768]
ad-body: 250 ACRES, Waihato, 250 acres in grass, 120 acres bush; house, bathroom, 8 rooms; good sheep yards; 12 miles from Rotorua on good road. Price £9 per acre. 500 ACRES, Pahiatua, all grassed, 80 acres have been ploughed; well fenced into 10 paddocks; permanent water. 450 ACRES have been ploughed, well fenced into 10 paddocks, permanent water. Price £18 per acre. [412, 133, 534, 185]
classified-ad [821, 67, 1101, 90]
ad-body: A PICTURESQUE House, new, built of heart timber throughout, tiled roof; contains 7 rooms (one room 32 x 16), kitchen, scullery, bathroom, and convenient outbuildings; situated in the sea coast, within 20 miles of Wellington, in beautiful surroundings, and within 7 minutes' walk of a railway station. Owner going abroad, and would let for term of years at low rental, or would sell. [138, 421, 279, 467]
ad-signature: P. TULLOCH, Land and Estate Agent, PAHIATUA. [25, 454, 119, 467]
classified-ad [821, 178, 1101, 208]
ad-body: 700 ACRES, Freehold, 500 acres in grass, 200 acres shelter bush (totara and rimu suitable fencing), one rolling grass, ploughable, all subdivided into 11 paddocks, well fenced and subdivided. Good road frontage. Carrying capacity 1 sheep per acre. Owner selling on account of other business. Good house, 5 rooms, car shed, etc., nice garden, 1½ miles school, 2½ miles creamery, and five miles leading township. Can motor this from Auckland. PRICE, £13 per acre. Mortgage, £2000, at 5 per cent. Or would Exchange for good rent-producing suburban property. [541, 248, 814, 281]
classified-ad [138, 820, 279, 853]
classified-ad [286, 66, 405, 138]
column-land-notices-2 [409, 48, 538, 1624]
ad-signature: LEWIS & CO., WANGANUI. [640, 811, 715, 818]
ad-body: Five mile Railway Station, 20 miles Wellington. Owner on the market before end of December. 185 ACRES Freehold Land. Chamber 1913, 30 acres in new grass, 12 acres roots; well fenced and watered; good 5-roomed cottage, with outbuildings; cowshed, stable, and implement sheds. Owner retiring to Rangitikei. Price and terms apply "Direct Owner," "Dominion" Office. [13, 325, 131, 376]
ad-body: GOOD DAIRY FARMS, ranging from 60 to 200 Acres, flat land, all grass, equal to anything in the Manawatu; close to railway station, creamery, school, stations, etc. Price from £40 per acre; very easy terms. We can thoroughly recommend these Farms to anyone desirous of dairying country. Don't waste time. For further particulars, apply Fredk. Heeling, a Rangitikei "Woodlands" Dairy Farm, Te Horo. [286, 660, 405, 718]
classified-ad [821, 210, 1101, 260]
column-land-notices-4 [818, 48, 1104, 1624]
ad-heading: CHEAPEST SHEEP FARM ON THE MARKET. [876, 317, 1046, 327]
ad-heading: COOPER AND MANNING, [582, 366, 773, 383]
ad-heading: GENUINE INVESTMENT. [161, 777, 256, 787]
classified-ad [286, 592, 405, 657]
ad-heading: SHEEP FARMS FOR SALE, [627, 399, 728, 409]
ad-heading: A GOOD PROPERTY. [169, 712, 248, 722]
classified-ad [412, 771, 534, 829]
classified-ad [541, 727, 814, 777]
ad-body: 10 QUEEN STREET, AUCKLAND. [541, 214, 624, 221]
ad-signature: WILLIAMS AND KETTLE, NAPIER. [630, 572, 725, 579]
ad-body: 178 ACRES, ideal sheep country, 5 miles from Hastings, good road, all grass, well fenced and watered. Good house, yards, shed, with machines, dip, etc. Will winter 1200 sheep. Has warm limestone hills with no noxious weeds. Price right; good terms. This is a gem, warranted to anyone requiring good home and will be snapped up. Full particulars from [412, 712, 534, 757]
